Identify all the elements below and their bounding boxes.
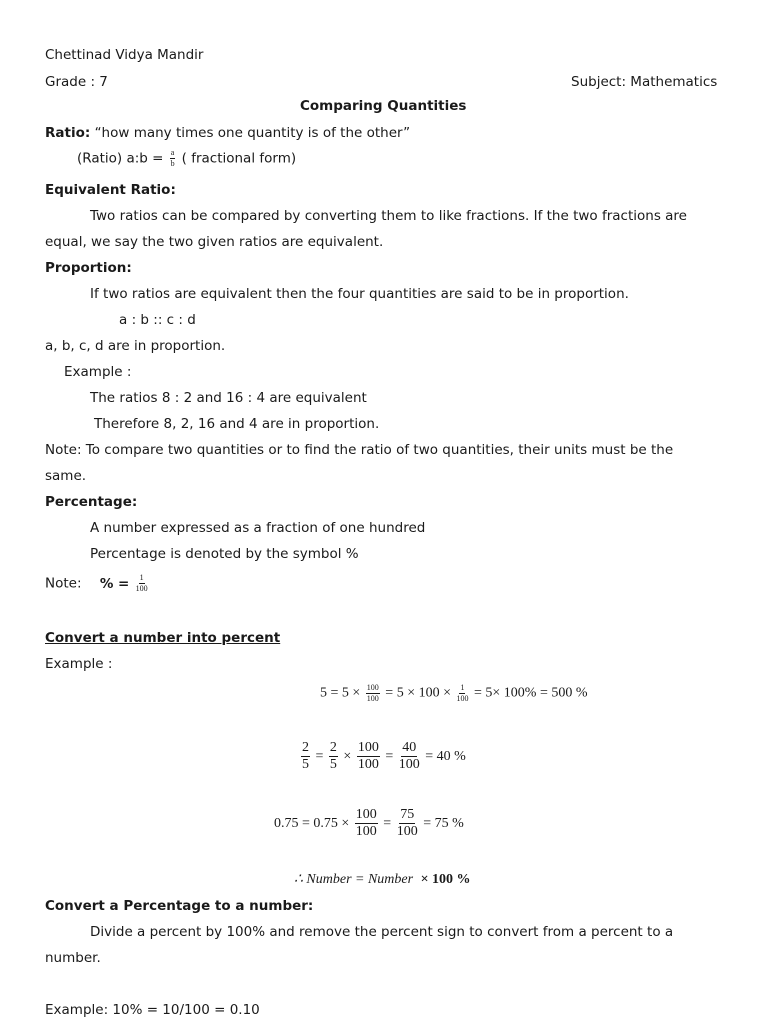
school-name: Chettinad Vidya Mandir	[45, 47, 204, 63]
eq3-fraction1	[355, 808, 378, 839]
percentage-note-fraction	[136, 574, 148, 593]
convert-to-number-line2: number.	[45, 950, 101, 966]
eq2-fraction1	[301, 741, 310, 772]
ratio-heading: Ratio:	[45, 125, 91, 141]
ratio-formula-suffix: ( fractional form)	[181, 150, 297, 167]
equivalent-ratio-line2: equal, we say the two given ratios are equivalent.	[45, 234, 384, 250]
eq2-f3-num: 100	[357, 740, 379, 756]
grade-label: Grade : 7	[45, 74, 108, 90]
ratio-definition: “how many times one quantity is of the other”	[94, 125, 411, 141]
eq1-mid: = 5 × 100 ×	[385, 685, 451, 701]
eq2-f1-num: 2	[302, 740, 309, 756]
ratio-formula-prefix: (Ratio) a:b =	[77, 150, 164, 167]
eq2-f4-den: 100	[398, 757, 420, 773]
convert-to-number-heading: Convert a Percentage to a number:	[45, 898, 314, 914]
eq3-lhs: 0.75 = 0.75 ×	[274, 816, 350, 831]
percent-rule-tail: × 100 %	[420, 872, 471, 887]
percent-rule	[294, 871, 471, 889]
eq3-eq-sign: =	[383, 816, 392, 831]
equivalent-ratio-heading: Equivalent Ratio:	[45, 182, 176, 198]
eq3-f2-den: 100	[396, 824, 418, 840]
convert-to-number-example: Example: 10% = 10/100 = 0.10	[45, 1002, 260, 1018]
proportion-example1: The ratios 8 : 2 and 16 : 4 are equivalent	[90, 390, 367, 406]
proportion-note-line1: Note: To compare two quantities or to find the ratio of two quantities, their units must be the	[45, 442, 674, 458]
proportion-line1: If two ratios are equivalent then the four quantities are said to be in proportion.	[90, 286, 629, 302]
proportion-example2: Therefore 8, 2, 16 and 4 are in proportion.	[94, 416, 380, 432]
percentage-note-den: 100	[135, 584, 148, 593]
ratio-frac-den: b	[170, 159, 175, 168]
proportion-heading: Proportion:	[45, 260, 132, 276]
convert-to-percent-example-label: Example :	[45, 656, 113, 672]
percentage-note	[45, 574, 150, 593]
eq2-f4-num: 40	[402, 740, 417, 756]
convert-to-number-line1: Divide a percent by 100% and remove the percent sign to convert from a percent to a	[90, 924, 674, 940]
proportion-note-line2: same.	[45, 468, 87, 484]
proportion-notation: a : b :: c : d	[119, 312, 196, 328]
eq2-times: ×	[343, 749, 352, 764]
eq2-f2-den: 5	[329, 757, 337, 773]
eq2-fraction2	[329, 741, 338, 772]
ratio-definition-line	[45, 124, 410, 142]
equation-2	[299, 739, 466, 775]
ratio-formula	[77, 149, 296, 168]
eq2-f3-den: 100	[357, 757, 379, 773]
percentage-heading: Percentage:	[45, 494, 138, 510]
percentage-note-symbol: % =	[99, 575, 130, 592]
percentage-note-num: 1	[139, 573, 144, 582]
eq2-f1-den: 5	[302, 757, 309, 773]
page-title: Comparing Quantities	[300, 98, 467, 114]
eq2-rhs: = 40 %	[425, 749, 466, 764]
eq1-fraction2	[456, 684, 468, 703]
eq1-f1-num: 100	[366, 683, 379, 692]
percent-rule-italic: ∴ Number = Number	[294, 872, 414, 887]
eq2-fraction4	[399, 741, 420, 772]
ratio-fraction	[170, 149, 176, 168]
eq3-fraction2	[397, 808, 418, 839]
eq1-f1-den: 100	[366, 694, 379, 703]
eq1-rhs: = 5× 100% = 500 %	[473, 685, 588, 701]
eq3-f1-num: 100	[355, 807, 377, 823]
eq3-f1-den: 100	[355, 824, 377, 840]
proportion-line2: a, b, c, d are in proportion.	[45, 338, 226, 354]
eq2-eq-sign: =	[315, 749, 324, 764]
eq2-fraction3	[357, 741, 380, 772]
eq1-f2-den: 100	[456, 694, 469, 703]
subject-label: Subject: Mathematics	[571, 74, 718, 90]
eq3-rhs: = 75 %	[423, 816, 464, 831]
percentage-note-label: Note:	[45, 575, 82, 592]
eq2-eq-sign2: =	[385, 749, 394, 764]
eq3-f2-num: 75	[400, 807, 415, 823]
percentage-line2: Percentage is denoted by the symbol %	[90, 546, 359, 562]
equivalent-ratio-line1: Two ratios can be compared by converting them to like fractions. If the two fractions are	[90, 208, 687, 224]
convert-to-percent-heading: Convert a number into percent	[45, 630, 281, 646]
equation-3	[274, 806, 464, 842]
eq1-lhs: 5 = 5 ×	[320, 685, 361, 701]
ratio-frac-num: a	[170, 148, 175, 157]
equation-1	[320, 684, 588, 703]
proportion-example-label: Example :	[64, 364, 132, 380]
percentage-line1: A number expressed as a fraction of one hundred	[90, 520, 426, 536]
eq2-f2-num: 2	[329, 740, 337, 756]
eq1-fraction1	[366, 684, 380, 703]
eq1-f2-num: 1	[460, 683, 465, 692]
